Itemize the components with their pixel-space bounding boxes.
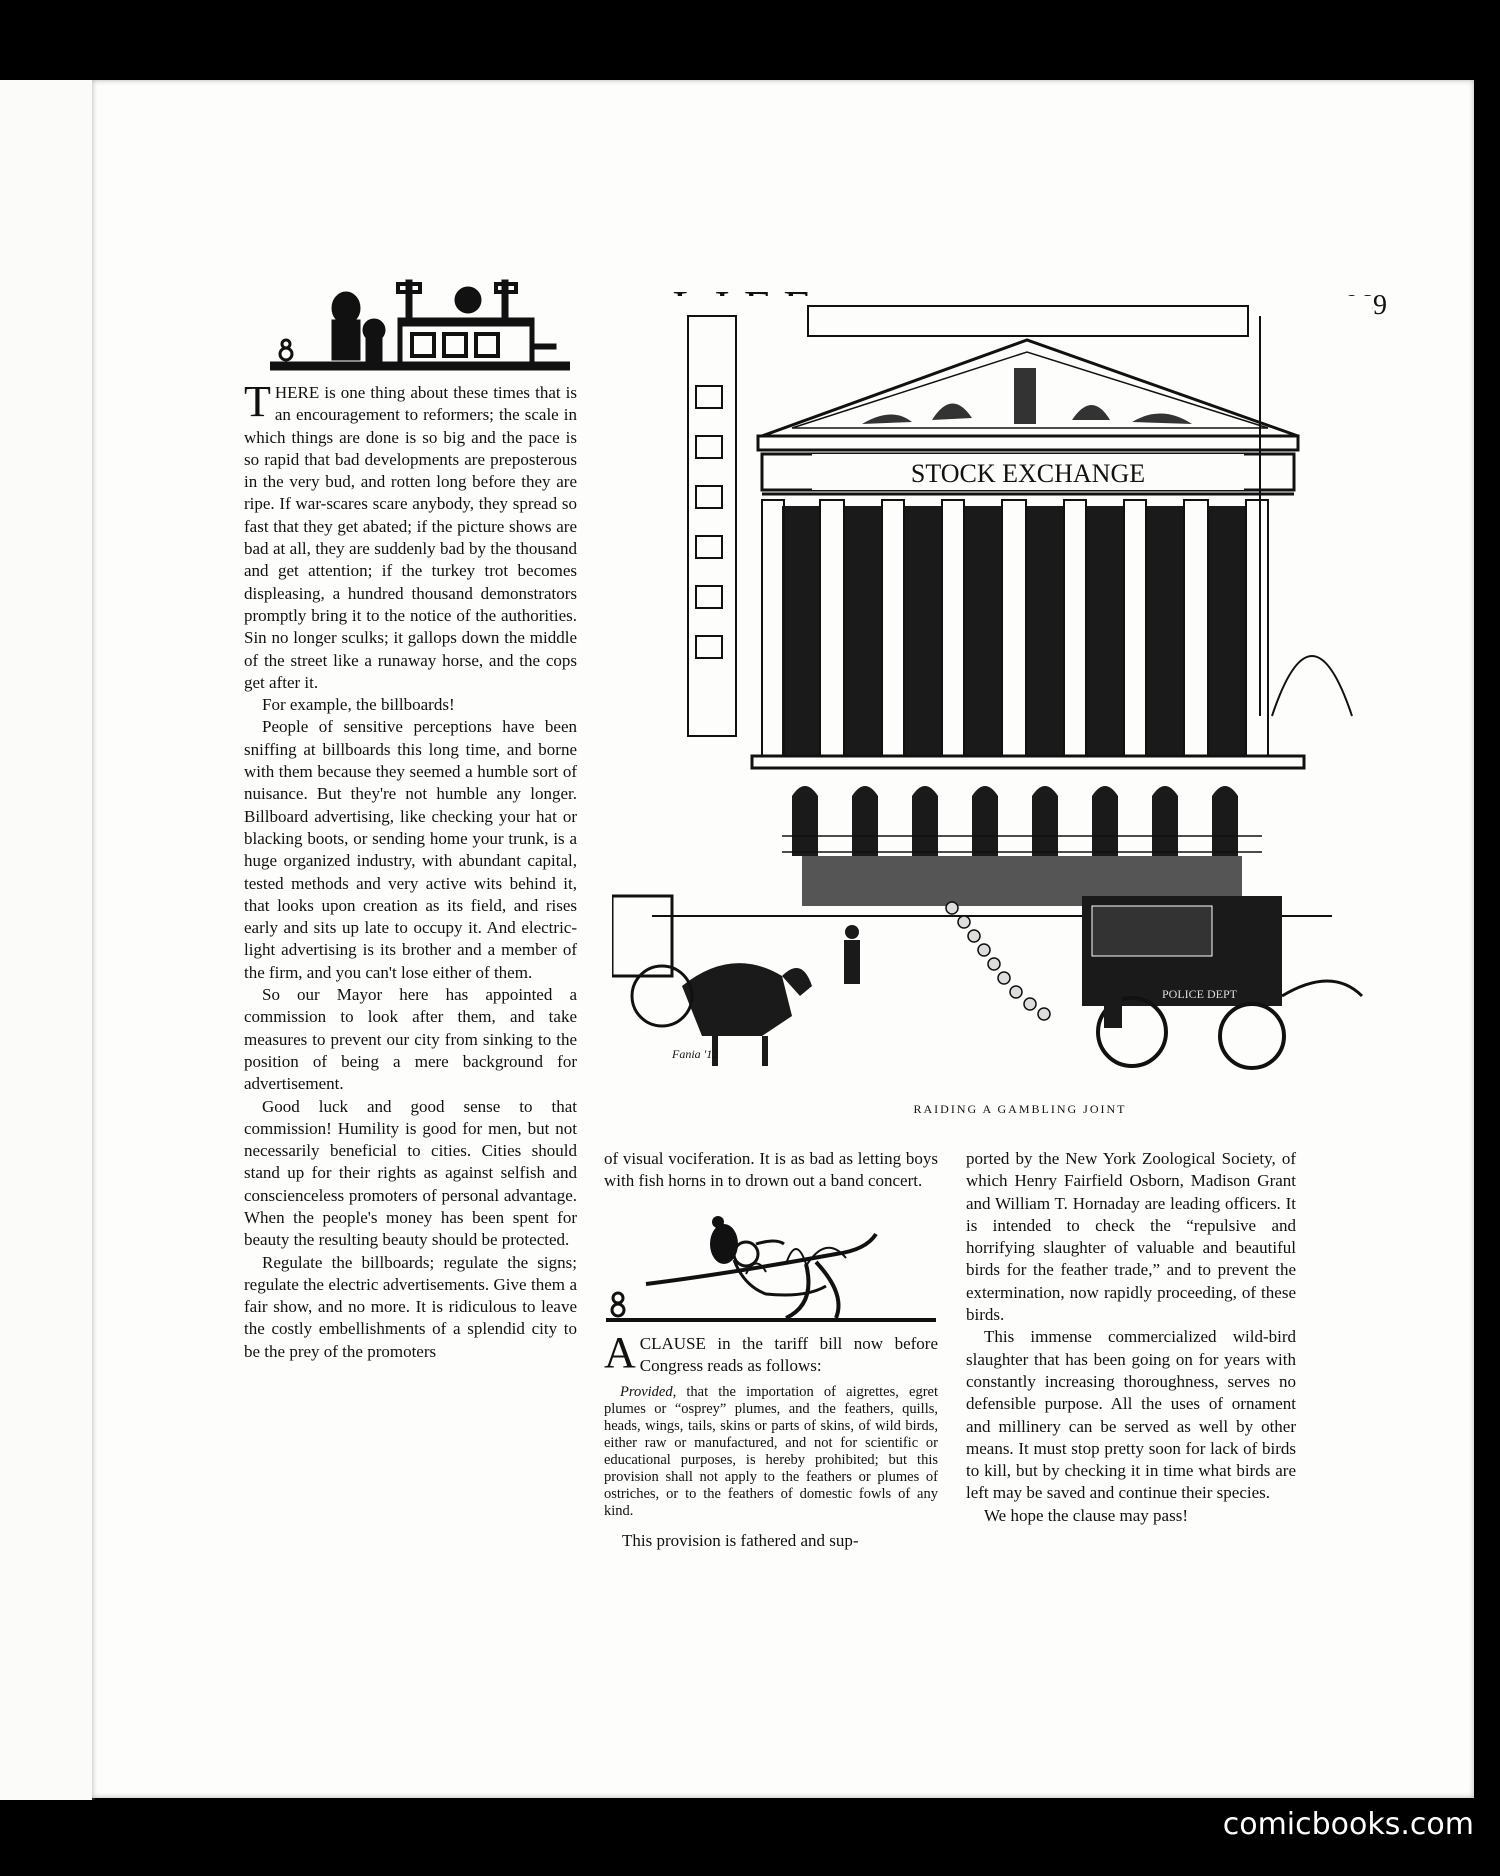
paragraph: This provision is fathered and sup- bbox=[622, 1530, 859, 1550]
paragraph: Good luck and good sense to that commission! Humility is good for men, but not necessarily beneficial to cities. Cities should stand up for their rights as against selfish and conscienceless promoters of personal advantage. When the people's money has been spent for beauty the resulting beauty should be protected. bbox=[244, 1096, 577, 1250]
paragraph: This immense commercialized wild-bird slaughter that has been going on for years with constantly increasing thoroughness, serves no defensible purpose. All the uses of ornament and millinery can be served as well by other means. It must stop pretty soon for lack of birds to kill, but by checking it in time what birds are left may be saved and continue their species. bbox=[966, 1327, 1296, 1503]
paragraph: of visual vociferation. It is as bad as letting boys with fish horns in to drown out a band concert. bbox=[604, 1149, 938, 1191]
vignette-desk-illustration bbox=[270, 278, 570, 372]
clause-paragraph: ACLAUSE in the tariff bill now before Congress reads as follows: bbox=[604, 1328, 938, 1377]
tariff-clause-quotation: Provided, that the importation of aigrettes, egret plumes or “osprey” plumes, and the feathers, quills, heads, wings, tails, skins or parts of skins, of wild birds, either raw or manufactured, and not for scientific or educational purposes, is hereby prohibited; but this provision shall not apply to the feathers or plumes of ostriches, or to the feathers of domestic fowls of any kind. bbox=[604, 1383, 938, 1519]
article-column-2 bbox=[604, 1148, 938, 1193]
stock-exchange-sign: STOCK EXCHANGE bbox=[910, 459, 1146, 488]
opening-paragraph: THERE is one thing about these times that is an encouragement to reformers; the scale in which things are done is so big and the pace is so rapid that bad developments are preposterous in the very bud, and rotten long before they are ripe. If war-scares scare anybody, they spread so fast that they get abated; if the picture shows are bad at all, they are suddenly bad by the thousand and get attention; if the turkey trot becomes displeasing, a hundred thousand demonstrators promptly bring it to the notice of the authorities. Sin no longer sculks; it gallops down the middle of the street like a runaway horse, and the cops get after it. bbox=[244, 377, 577, 692]
van-label: POLICE DEPT bbox=[1162, 987, 1237, 1001]
paragraph: For example, the billboards! bbox=[262, 695, 455, 715]
artist-signature: Fania '12 bbox=[672, 1047, 719, 1061]
site-watermark: comicbooks.com bbox=[1222, 1807, 1474, 1842]
article-column-2-continued bbox=[604, 1328, 938, 1552]
illustration-caption: RAIDING A GAMBLING JOINT bbox=[913, 1102, 1127, 1116]
bird-vignette-illustration bbox=[606, 1214, 936, 1322]
paragraph: We hope the clause may pass! bbox=[984, 1505, 1188, 1525]
page-number: 969 bbox=[1345, 290, 1387, 321]
facing-page-edge bbox=[0, 80, 95, 1800]
paragraph: People of sensitive perceptions have been sniffing at billboards this long time, and borne with them because they seemed a humble sort of nuisance. But they're not humble any longer. Billboard advertising, like checking your hat or blacking boots, or sending home your trunk, is a huge organized industry, with abundant capital, tested methods and very active wits behind it, that looks upon creation as its field, and rises early and sits up late to occupy it. And electric-light advertising is its brother and a member of the firm, and you can't lose either of them. bbox=[244, 717, 577, 982]
paragraph: ported by the New York Zoological Society, of which Henry Fairfield Osborn, Madison Grant and William T. Hornaday are leading officers. It is intended to check the “repulsive and horrifying slaughter of valuable and beautiful birds for the feather trade,” and to prevent the extermination, now rapidly proceeding, of these birds. bbox=[966, 1149, 1296, 1325]
stock-exchange-illustration bbox=[612, 296, 1372, 1076]
paragraph: Regulate the billboards; regulate the signs; regulate the electric advertisements. Give them a fair show, and no more. It is ridiculous to leave the costly embellishments of a splendid city to be the prey of the promoters bbox=[244, 1252, 577, 1361]
drop-cap-a: A bbox=[604, 1328, 636, 1377]
article-column-1 bbox=[244, 377, 577, 1363]
article-column-3 bbox=[966, 1148, 1296, 1527]
masthead-title: ·LIFE· bbox=[643, 281, 855, 332]
paragraph: So our Mayor here has appointed a commission to look after them, and take measures to prevent our city from sinking to the position of being a mere background for advertisement. bbox=[244, 985, 577, 1094]
drop-cap-t: T bbox=[244, 377, 271, 426]
